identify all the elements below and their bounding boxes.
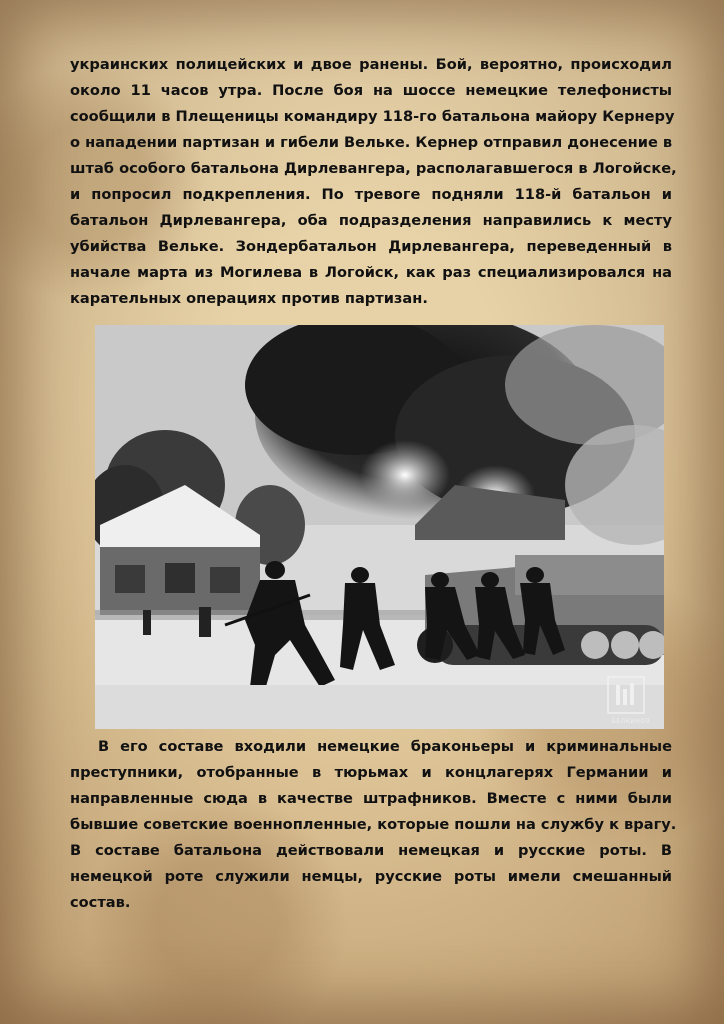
war-photograph [95, 325, 664, 729]
text-line: преступники, отобранные в тюрьмах и концлагерях Германии и [70, 764, 672, 781]
text-line: украинских полицейских и двое ранены. Бой, вероятно, происходил [70, 56, 672, 73]
archive-logo-icon [606, 675, 646, 715]
text-line: В его составе входили немецкие браконьеры и криминальные [98, 738, 672, 755]
text-line: сообщили в Плещеницы командиру 118-го батальона майору Кернеру [70, 108, 675, 125]
paragraph-top [70, 52, 677, 312]
text-line: о нападении партизан и гибели Вельке. Кернер отправил донесение в [70, 134, 673, 151]
text-line: В составе батальона действовали немецкая и русские роты. В [70, 842, 672, 859]
text-line: бывшие советские военнопленные, которые пошли на службу к врагу. [70, 816, 677, 833]
text-line: карательных операциях против партизан. [70, 290, 428, 307]
text-line: и попросил подкрепления. По тревоге подняли 118-й батальон и [70, 186, 672, 203]
photo-illustration [95, 325, 664, 729]
text-line: штаб особого батальона Дирлевангера, располагавшегося в Логойске, [70, 160, 677, 177]
text-line: убийства Вельке. Зондербатальон Дирлевангера, переведенный в [70, 238, 672, 255]
text-line: состав. [70, 894, 131, 911]
archive-logo-text: БЕЛКИНОЗ [611, 718, 650, 725]
text-line: немецкой роте служили немцы, русские роты имели смешанный [70, 868, 672, 885]
text-line: около 11 часов утра. После боя на шоссе немецкие телефонисты [70, 82, 672, 99]
text-line: начале марта из Могилева в Логойск, как раз специализировался на [70, 264, 672, 281]
paragraph-bottom [70, 734, 677, 916]
text-line: батальон Дирлевангера, оба подразделения направились к месту [70, 212, 672, 229]
text-line: направленные сюда в качестве штрафников. Вместе с ними были [70, 790, 672, 807]
